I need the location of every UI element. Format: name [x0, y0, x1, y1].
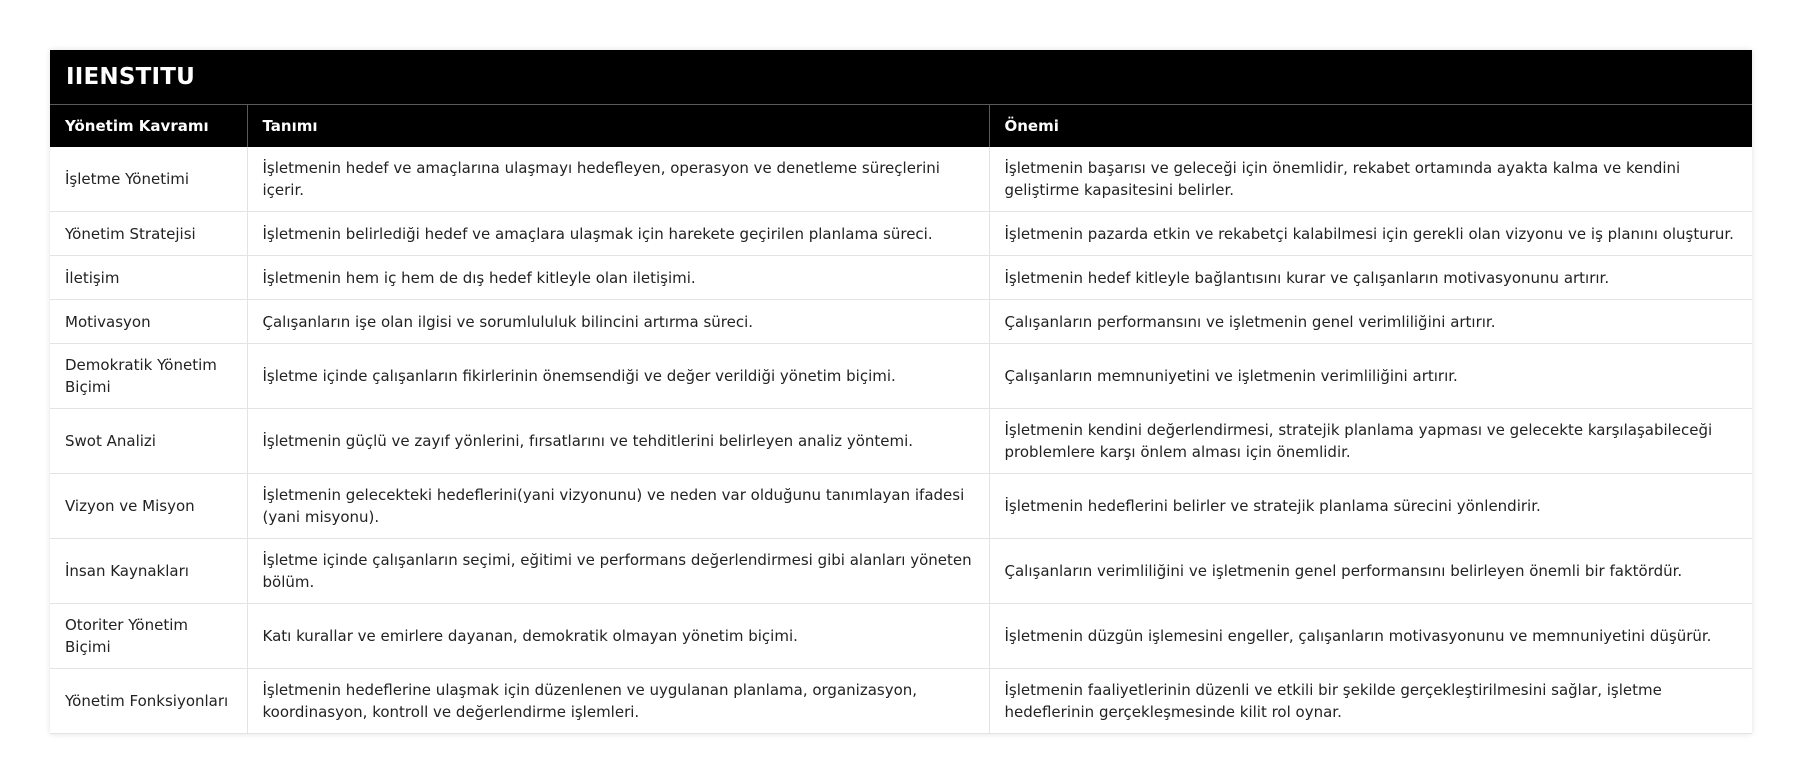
cell-concept: Yönetim Fonksiyonları: [50, 669, 247, 734]
table-row: [50, 300, 1752, 344]
cell-definition: İşletme içinde çalışanların seçimi, eğitimi ve performans değerlendirmesi gibi alanları yöneten bölüm.: [247, 539, 989, 604]
cell-concept: İletişim: [50, 256, 247, 300]
cell-definition: İşletmenin gelecekteki hedeflerini(yani vizyonunu) ve neden var olduğunu tanımlayan ifadesi (yani misyonu).: [247, 474, 989, 539]
column-header-importance: Önemi: [989, 105, 1752, 148]
table-row: [50, 539, 1752, 604]
cell-importance: İşletmenin hedef kitleyle bağlantısını kurar ve çalışanların motivasyonunu artırır.: [989, 256, 1752, 300]
table-row: [50, 212, 1752, 256]
cell-importance: Çalışanların performansını ve işletmenin genel verimliliğini artırır.: [989, 300, 1752, 344]
table-row: [50, 604, 1752, 669]
cell-concept: Vizyon ve Misyon: [50, 474, 247, 539]
cell-definition: Katı kurallar ve emirlere dayanan, demokratik olmayan yönetim biçimi.: [247, 604, 989, 669]
cell-importance: İşletmenin pazarda etkin ve rekabetçi kalabilmesi için gerekli olan vizyonu ve iş planını oluşturur.: [989, 212, 1752, 256]
table-row: [50, 147, 1752, 212]
table-row: [50, 669, 1752, 734]
management-concepts-table: [50, 104, 1752, 734]
column-header-definition: Tanımı: [247, 105, 989, 148]
table-row: [50, 256, 1752, 300]
cell-importance: İşletmenin başarısı ve geleceği için önemlidir, rekabet ortamında ayakta kalma ve kendini geliştirme kapasitesini belirler.: [989, 147, 1752, 212]
cell-concept: Yönetim Stratejisi: [50, 212, 247, 256]
cell-definition: İşletmenin hedeflerine ulaşmak için düzenlenen ve uygulanan planlama, organizasyon, koordinasyon, kontroll ve değerlendirme işlemleri.: [247, 669, 989, 734]
cell-importance: Çalışanların verimliliğini ve işletmenin genel performansını belirleyen önemli bir faktördür.: [989, 539, 1752, 604]
cell-importance: İşletmenin kendini değerlendirmesi, stratejik planlama yapması ve gelecekte karşılaşabileceği problemlere karşı önlem alması için önemlidir.: [989, 409, 1752, 474]
table-row: [50, 474, 1752, 539]
cell-definition: İşletme içinde çalışanların fikirlerinin önemsendiği ve değer verildiği yönetim biçimi.: [247, 344, 989, 409]
table-row: [50, 344, 1752, 409]
cell-concept: İşletme Yönetimi: [50, 147, 247, 212]
cell-importance: İşletmenin düzgün işlemesini engeller, çalışanların motivasyonunu ve memnuniyetini düşürür.: [989, 604, 1752, 669]
cell-importance: İşletmenin faaliyetlerinin düzenli ve etkili bir şekilde gerçekleştirilmesini sağlar, işletme hedeflerinin gerçekleşmesinde kilit rol oynar.: [989, 669, 1752, 734]
cell-definition: İşletmenin güçlü ve zayıf yönlerini, fırsatlarını ve tehditlerini belirleyen analiz yöntemi.: [247, 409, 989, 474]
column-header-concept: Yönetim Kavramı: [50, 105, 247, 148]
cell-importance: İşletmenin hedeflerini belirler ve stratejik planlama sürecini yönlendirir.: [989, 474, 1752, 539]
cell-concept: Demokratik Yönetim Biçimi: [50, 344, 247, 409]
cell-definition: Çalışanların işe olan ilgisi ve sorumlululuk bilincini artırma süreci.: [247, 300, 989, 344]
cell-definition: İşletmenin belirlediği hedef ve amaçlara ulaşmak için harekete geçirilen planlama süreci.: [247, 212, 989, 256]
cell-definition: İşletmenin hedef ve amaçlarına ulaşmayı hedefleyen, operasyon ve denetleme süreçlerini içerir.: [247, 147, 989, 212]
cell-importance: Çalışanların memnuniyetini ve işletmenin verimliliğini artırır.: [989, 344, 1752, 409]
cell-concept: Motivasyon: [50, 300, 247, 344]
table-title: IIENSTITU: [50, 50, 1752, 104]
cell-concept: Otoriter Yönetim Biçimi: [50, 604, 247, 669]
cell-concept: Swot Analizi: [50, 409, 247, 474]
table-row: [50, 409, 1752, 474]
table-header-row: [50, 105, 1752, 148]
concept-table-card: [50, 50, 1752, 734]
cell-definition: İşletmenin hem iç hem de dış hedef kitleyle olan iletişimi.: [247, 256, 989, 300]
cell-concept: İnsan Kaynakları: [50, 539, 247, 604]
